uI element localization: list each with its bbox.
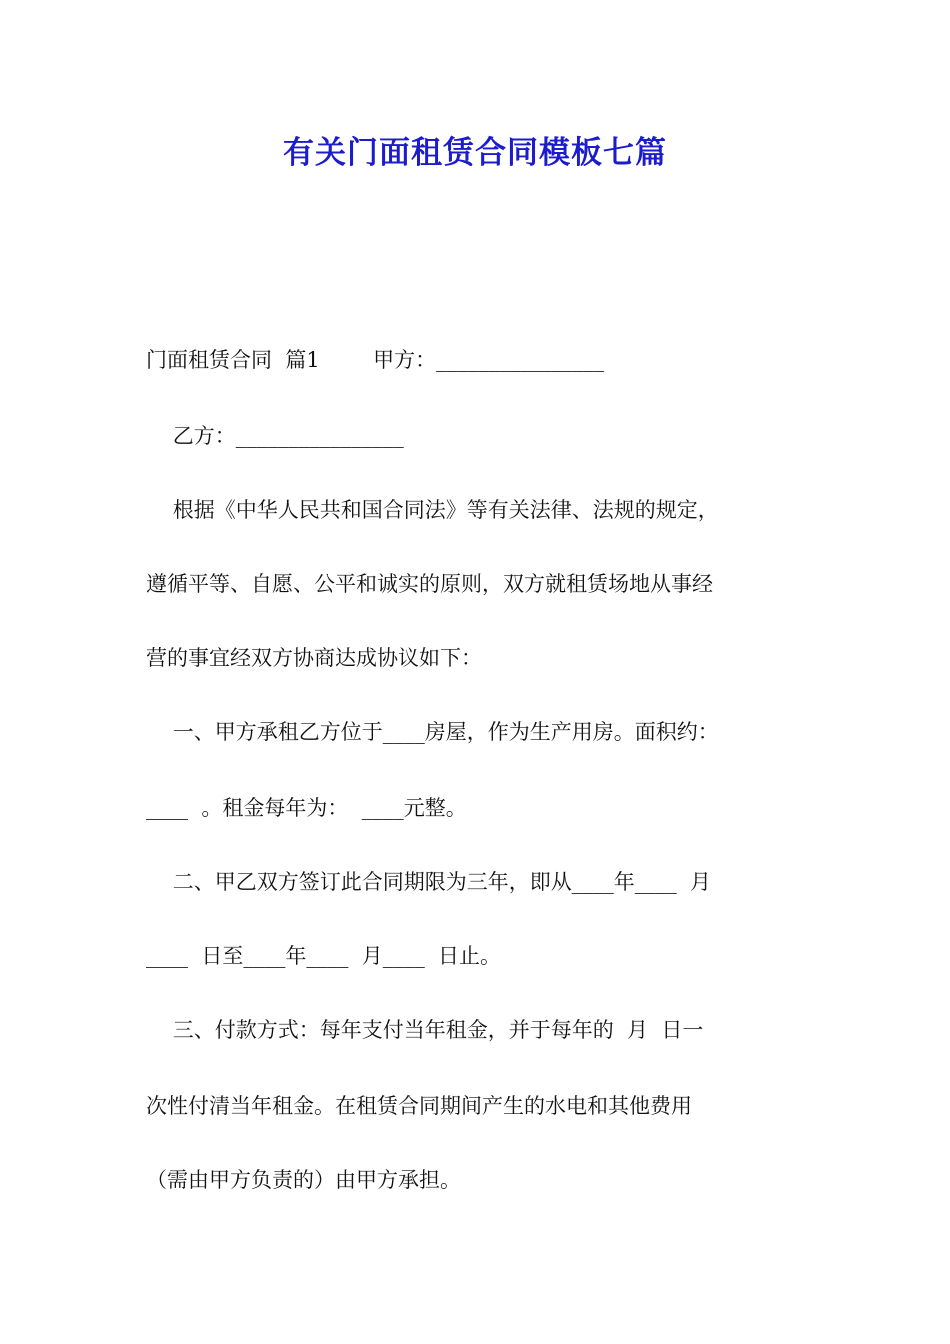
text-line: （需由甲方负责的）由甲方承担。 [146, 1168, 461, 1192]
document-title: 有关门面租赁合同模板七篇 [283, 135, 667, 171]
text-line: 根据《中华人民共和国合同法》等有关法律、法规的规定， [146, 498, 719, 522]
text-line: ____ 日至____年____ 月____ 日止。 [146, 944, 502, 968]
text-line: 次性付清当年租金。在租赁合同期间产生的水电和其他费用 [146, 1094, 692, 1118]
text-line: ____ 。租金每年为： ____元整。 [146, 796, 467, 820]
text-line: 营的事宜经双方协商达成协议如下： [146, 646, 482, 670]
text-line: 遵循平等、自愿、公平和诚实的原则，双方就租赁场地从事经 [146, 572, 713, 596]
text-line: 乙方：________________ [146, 424, 404, 448]
text-line: 二、甲乙双方签订此合同期限为三年，即从____年____ 月 [146, 870, 712, 894]
text-line: 门面租赁合同 篇1 甲方：________________ [146, 348, 605, 372]
text-line: 一、甲方承租乙方位于____房屋，作为生产用房。面积约： [146, 720, 719, 744]
text-line: 三、付款方式：每年支付当年租金，并于每年的 月 日一 [146, 1018, 704, 1042]
